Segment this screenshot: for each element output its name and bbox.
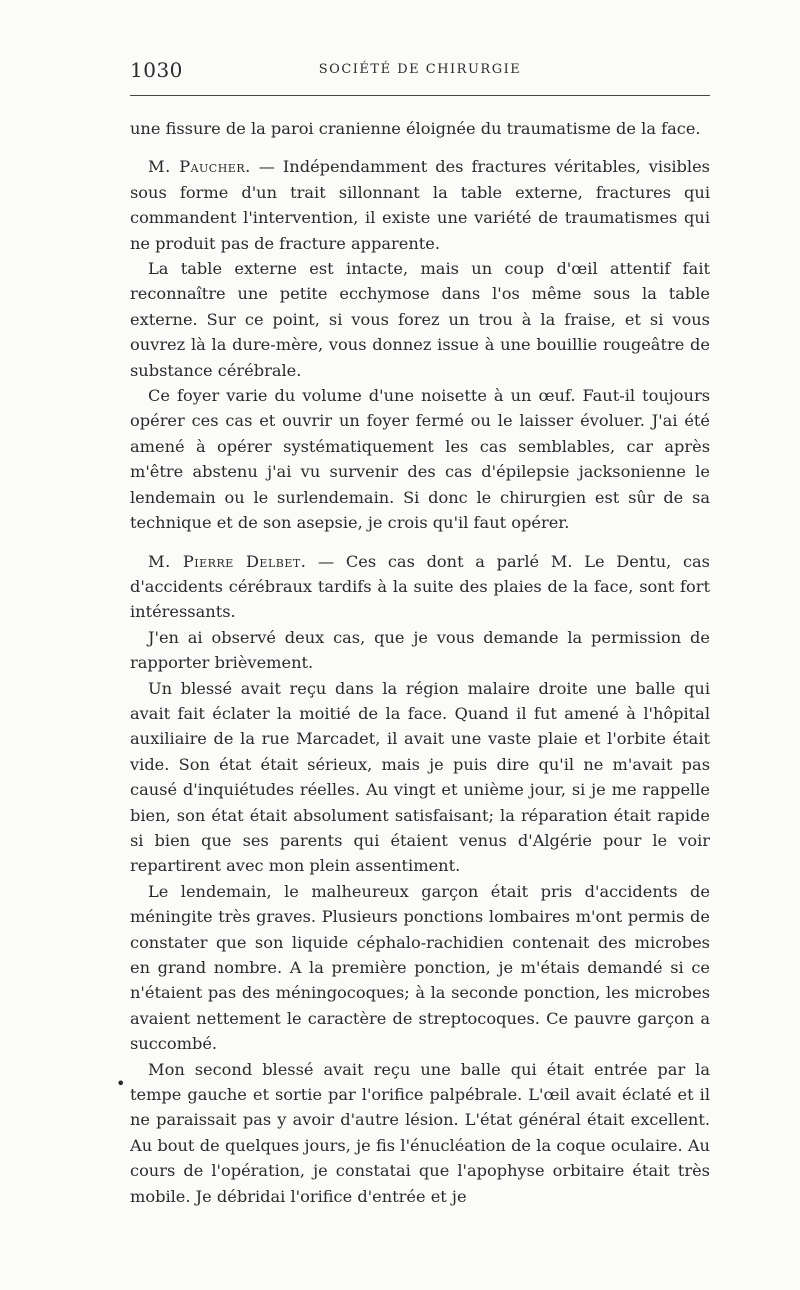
paragraph: Mon second blessé avait reçu une balle qui était entrée par la tempe gauche et sortie par l'orifice palpébrale. L'œil avait éclaté et il ne paraissait pas y avoir d'autre lésion. L'état général était excellent. Au bout de quelques jours, je fis l'énucléation de la coque oculaire. Au cours de l'opération, je constatai que l'apophyse orbitaire était très mobile. Je débridai l'orifice d'entrée et je	[130, 1059, 710, 1206]
paragraph: une fissure de la paroi cranienne éloignée du traumatisme de la face.	[130, 119, 701, 138]
paragraph: Ce foyer varie du volume d'une noisette à un œuf. Faut-il toujours opérer ces cas et ouvrir un foyer fermé ou le laisser évoluer. J'ai été amené à opérer systématiquement les cas semblables, car après m'être abstenu j'ai vu survenir des cas d'épilepsie jacksonienne le lendemain ou le surlendemain. Si donc le chirurgien est sûr de sa technique et de son asepsie, je crois qu'il faut opérer.	[130, 386, 710, 533]
paragraph: La table externe est intacte, mais un coup d'œil attentif fait reconnaître une petite ecchymose dans l'os même sous la table externe. Sur ce point, si vous forez un trou à la fraise, et si vous ouvrez là la dure-mère, vous donnez issue à une bouillie rougeâtre de substance cérébrale.	[130, 259, 710, 380]
header-rule	[130, 95, 710, 96]
running-head: SOCIÉTÉ DE CHIRURGIE	[318, 62, 522, 77]
paragraph-text: — Ces cas dont a parlé M. Le Dentu, cas d'accidents cérébraux tardifs à la suite des plaies de la face, sont fort intéressants.	[130, 551, 710, 622]
paragraph: Un blessé avait reçu dans la région malaire droite une balle qui avait fait éclater la moitié de la face. Quand il fut amené à l'hôpital auxiliaire de la rue Marcadet, il avait une vaste plaie et l'orbite était vide. Son état était sérieux, mais je puis dire qu'il ne m'avait pas causé d'inquiétudes réelles. Au vingt et unième jour, si je me rappelle bien, son état était absolument satisfaisant; la réparation était rapide si bien que ses parents qui étaient venus d'Algérie pour le voir repartirent avec mon plein assentiment.	[130, 678, 710, 876]
speaker-name: M. Paucher.	[148, 157, 251, 177]
speaker-name: M. Pierre Delbet.	[148, 551, 307, 571]
margin-mark: •	[116, 1074, 126, 1093]
paragraph: J'en ai observé deux cas, que je vous demande la permission de rapporter brièvement.	[130, 627, 710, 673]
page-header	[130, 58, 710, 84]
body-text	[130, 116, 710, 1209]
paragraph	[130, 549, 710, 625]
paragraph-text: — Indépendamment des fractures véritables, visibles sous forme d'un trait sillonnant la table externe, fractures qui commandent l'intervention, il existe une variété de traumatismes qui ne produit pas de fracture apparente.	[130, 157, 710, 253]
paragraph	[130, 154, 710, 256]
paragraph: Le lendemain, le malheureux garçon était pris d'accidents de méningite très graves. Plusieurs ponctions lombaires m'ont permis de constater que son liquide céphalo-rachidien contenait des microbes en grand nombre. A la première ponction, je m'étais demandé si ce n'étaient pas des méningocoques; à la seconde ponction, les microbes avaient nettement le caractère de streptocoques. Ce pauvre garçon a succombé.	[130, 881, 710, 1054]
page-number: 1030	[130, 58, 183, 82]
